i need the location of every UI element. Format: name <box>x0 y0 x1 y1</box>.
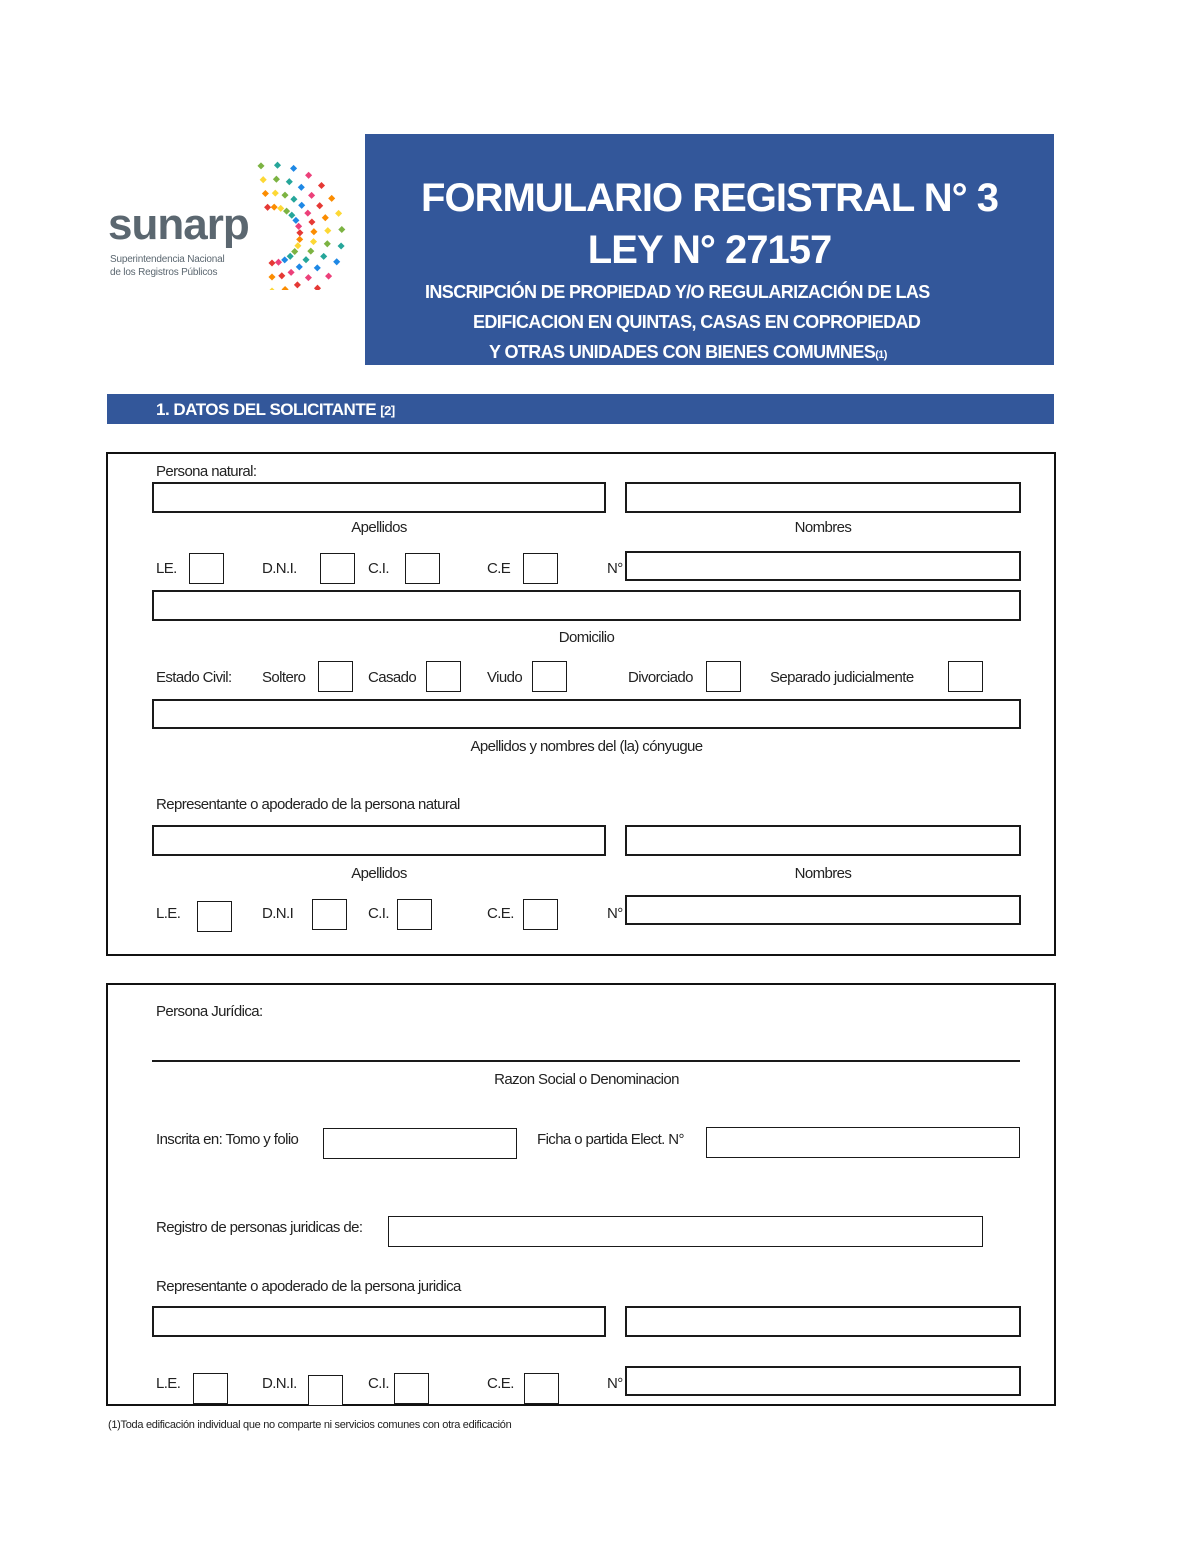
nombres-caption: Nombres <box>794 519 852 536</box>
form-subtitle-1: INSCRIPCIÓN DE PROPIEDAD Y/O REGULARIZACIÓN DE LAS <box>425 282 930 302</box>
casado-label: Casado <box>368 669 417 686</box>
inscrita-label: Inscrita en: Tomo y folio <box>156 1131 299 1148</box>
registro-field[interactable] <box>388 1216 983 1247</box>
casado-checkbox[interactable] <box>426 661 461 692</box>
section-bar <box>107 394 1054 424</box>
rep-ci-label: C.I. <box>368 905 389 922</box>
registro-label: Registro de personas juridicas de: <box>156 1219 363 1236</box>
legal-entity-panel <box>106 983 1056 1406</box>
natural-rep-heading: Representante o apoderado de la persona natural <box>156 796 460 813</box>
logo-subtitle-1: Superintendencia Nacional <box>110 254 225 265</box>
rep-number-field[interactable] <box>625 895 1021 925</box>
viudo-label: Viudo <box>487 669 523 686</box>
logo-subtitle-2: de los Registros Públicos <box>110 267 218 278</box>
rep-ce-checkbox[interactable] <box>523 899 558 930</box>
separado-label: Separado judicialmente <box>770 669 914 686</box>
doc-ce-label: C.E <box>487 560 511 577</box>
natural-heading: Persona natural: <box>156 463 257 480</box>
juridica-dni-checkbox[interactable] <box>308 1375 343 1406</box>
juridica-ci-checkbox[interactable] <box>394 1373 429 1404</box>
juridica-number-label: N° <box>607 1375 623 1392</box>
juridica-rep-nombres-field[interactable] <box>625 1306 1021 1337</box>
juridica-rep-apellidos-field[interactable] <box>152 1306 606 1337</box>
apellidos-caption: Apellidos <box>351 519 407 536</box>
juridica-le-label: L.E. <box>156 1375 181 1392</box>
divorciado-checkbox[interactable] <box>706 661 741 692</box>
doc-number-field[interactable] <box>625 551 1021 581</box>
juridica-dni-label: D.N.I. <box>262 1375 297 1392</box>
divorciado-label: Divorciado <box>628 669 693 686</box>
juridica-ci-label: C.I. <box>368 1375 389 1392</box>
juridica-heading: Persona Jurídica: <box>156 1003 263 1020</box>
form-subtitle-3: Y OTRAS UNIDADES CON BIENES COMUMNES(1) <box>489 342 887 362</box>
nombres-field[interactable] <box>625 482 1021 513</box>
rep-ce-label: C.E. <box>487 905 514 922</box>
soltero-label: Soltero <box>262 669 306 686</box>
rep-ci-checkbox[interactable] <box>397 899 432 930</box>
form-subtitle-2: EDIFICACION EN QUINTAS, CASAS EN COPROPIEDAD <box>473 312 921 332</box>
doc-le-checkbox[interactable] <box>189 553 224 584</box>
form-law: LEY N° 27157 <box>587 228 832 272</box>
rep-apellidos-field[interactable] <box>152 825 606 856</box>
footnote-ref: (1) <box>875 349 887 361</box>
separado-checkbox[interactable] <box>948 661 983 692</box>
doc-dni-label: D.N.I. <box>262 560 297 577</box>
razon-social-caption: Razon Social o Denominacion <box>494 1071 679 1088</box>
juridica-le-checkbox[interactable] <box>193 1373 228 1404</box>
doc-ci-checkbox[interactable] <box>405 553 440 584</box>
form-header <box>365 134 1054 365</box>
rep-dni-label: D.N.I <box>262 905 294 922</box>
doc-dni-checkbox[interactable] <box>320 553 355 584</box>
viudo-checkbox[interactable] <box>532 661 567 692</box>
logo-wordmark: sunarp <box>108 200 249 249</box>
conyuge-caption: Apellidos y nombres del (la) cónyugue <box>470 738 703 755</box>
footnote: (1)Toda edificación individual que no comparte ni servicios comunes con otra edificación <box>108 1419 512 1431</box>
rep-le-label: L.E. <box>156 905 181 922</box>
domicilio-caption: Domicilio <box>558 629 615 646</box>
rep-apellidos-caption: Apellidos <box>351 865 407 882</box>
apellidos-field[interactable] <box>152 482 606 513</box>
doc-number-label: N° <box>607 560 623 577</box>
rep-dni-checkbox[interactable] <box>312 899 347 930</box>
domicilio-field[interactable] <box>152 590 1021 621</box>
rep-number-label: N° <box>607 905 623 922</box>
juridica-number-field[interactable] <box>625 1366 1021 1396</box>
tomo-folio-field[interactable] <box>323 1128 517 1159</box>
rep-nombres-field[interactable] <box>625 825 1021 856</box>
juridica-ce-checkbox[interactable] <box>524 1373 559 1404</box>
juridica-rep-heading: Representante o apoderado de la persona juridica <box>156 1278 461 1295</box>
rep-nombres-caption: Nombres <box>794 865 852 882</box>
soltero-checkbox[interactable] <box>318 661 353 692</box>
doc-ci-label: C.I. <box>368 560 389 577</box>
form-title: FORMULARIO REGISTRAL N° 3 <box>421 176 998 220</box>
juridica-ce-label: C.E. <box>487 1375 514 1392</box>
conyuge-field[interactable] <box>152 699 1021 729</box>
ficha-label: Ficha o partida Elect. N° <box>537 1131 684 1148</box>
section-title: 1. DATOS DEL SOLICITANTE [2] <box>156 400 395 419</box>
section-note: [2] <box>380 403 395 418</box>
razon-social-line[interactable] <box>152 1060 1020 1062</box>
rep-le-checkbox[interactable] <box>197 901 232 932</box>
estado-civil-label: Estado Civil: <box>156 669 232 686</box>
doc-le-label: LE. <box>156 560 177 577</box>
ficha-field[interactable] <box>706 1127 1020 1158</box>
doc-ce-checkbox[interactable] <box>523 553 558 584</box>
